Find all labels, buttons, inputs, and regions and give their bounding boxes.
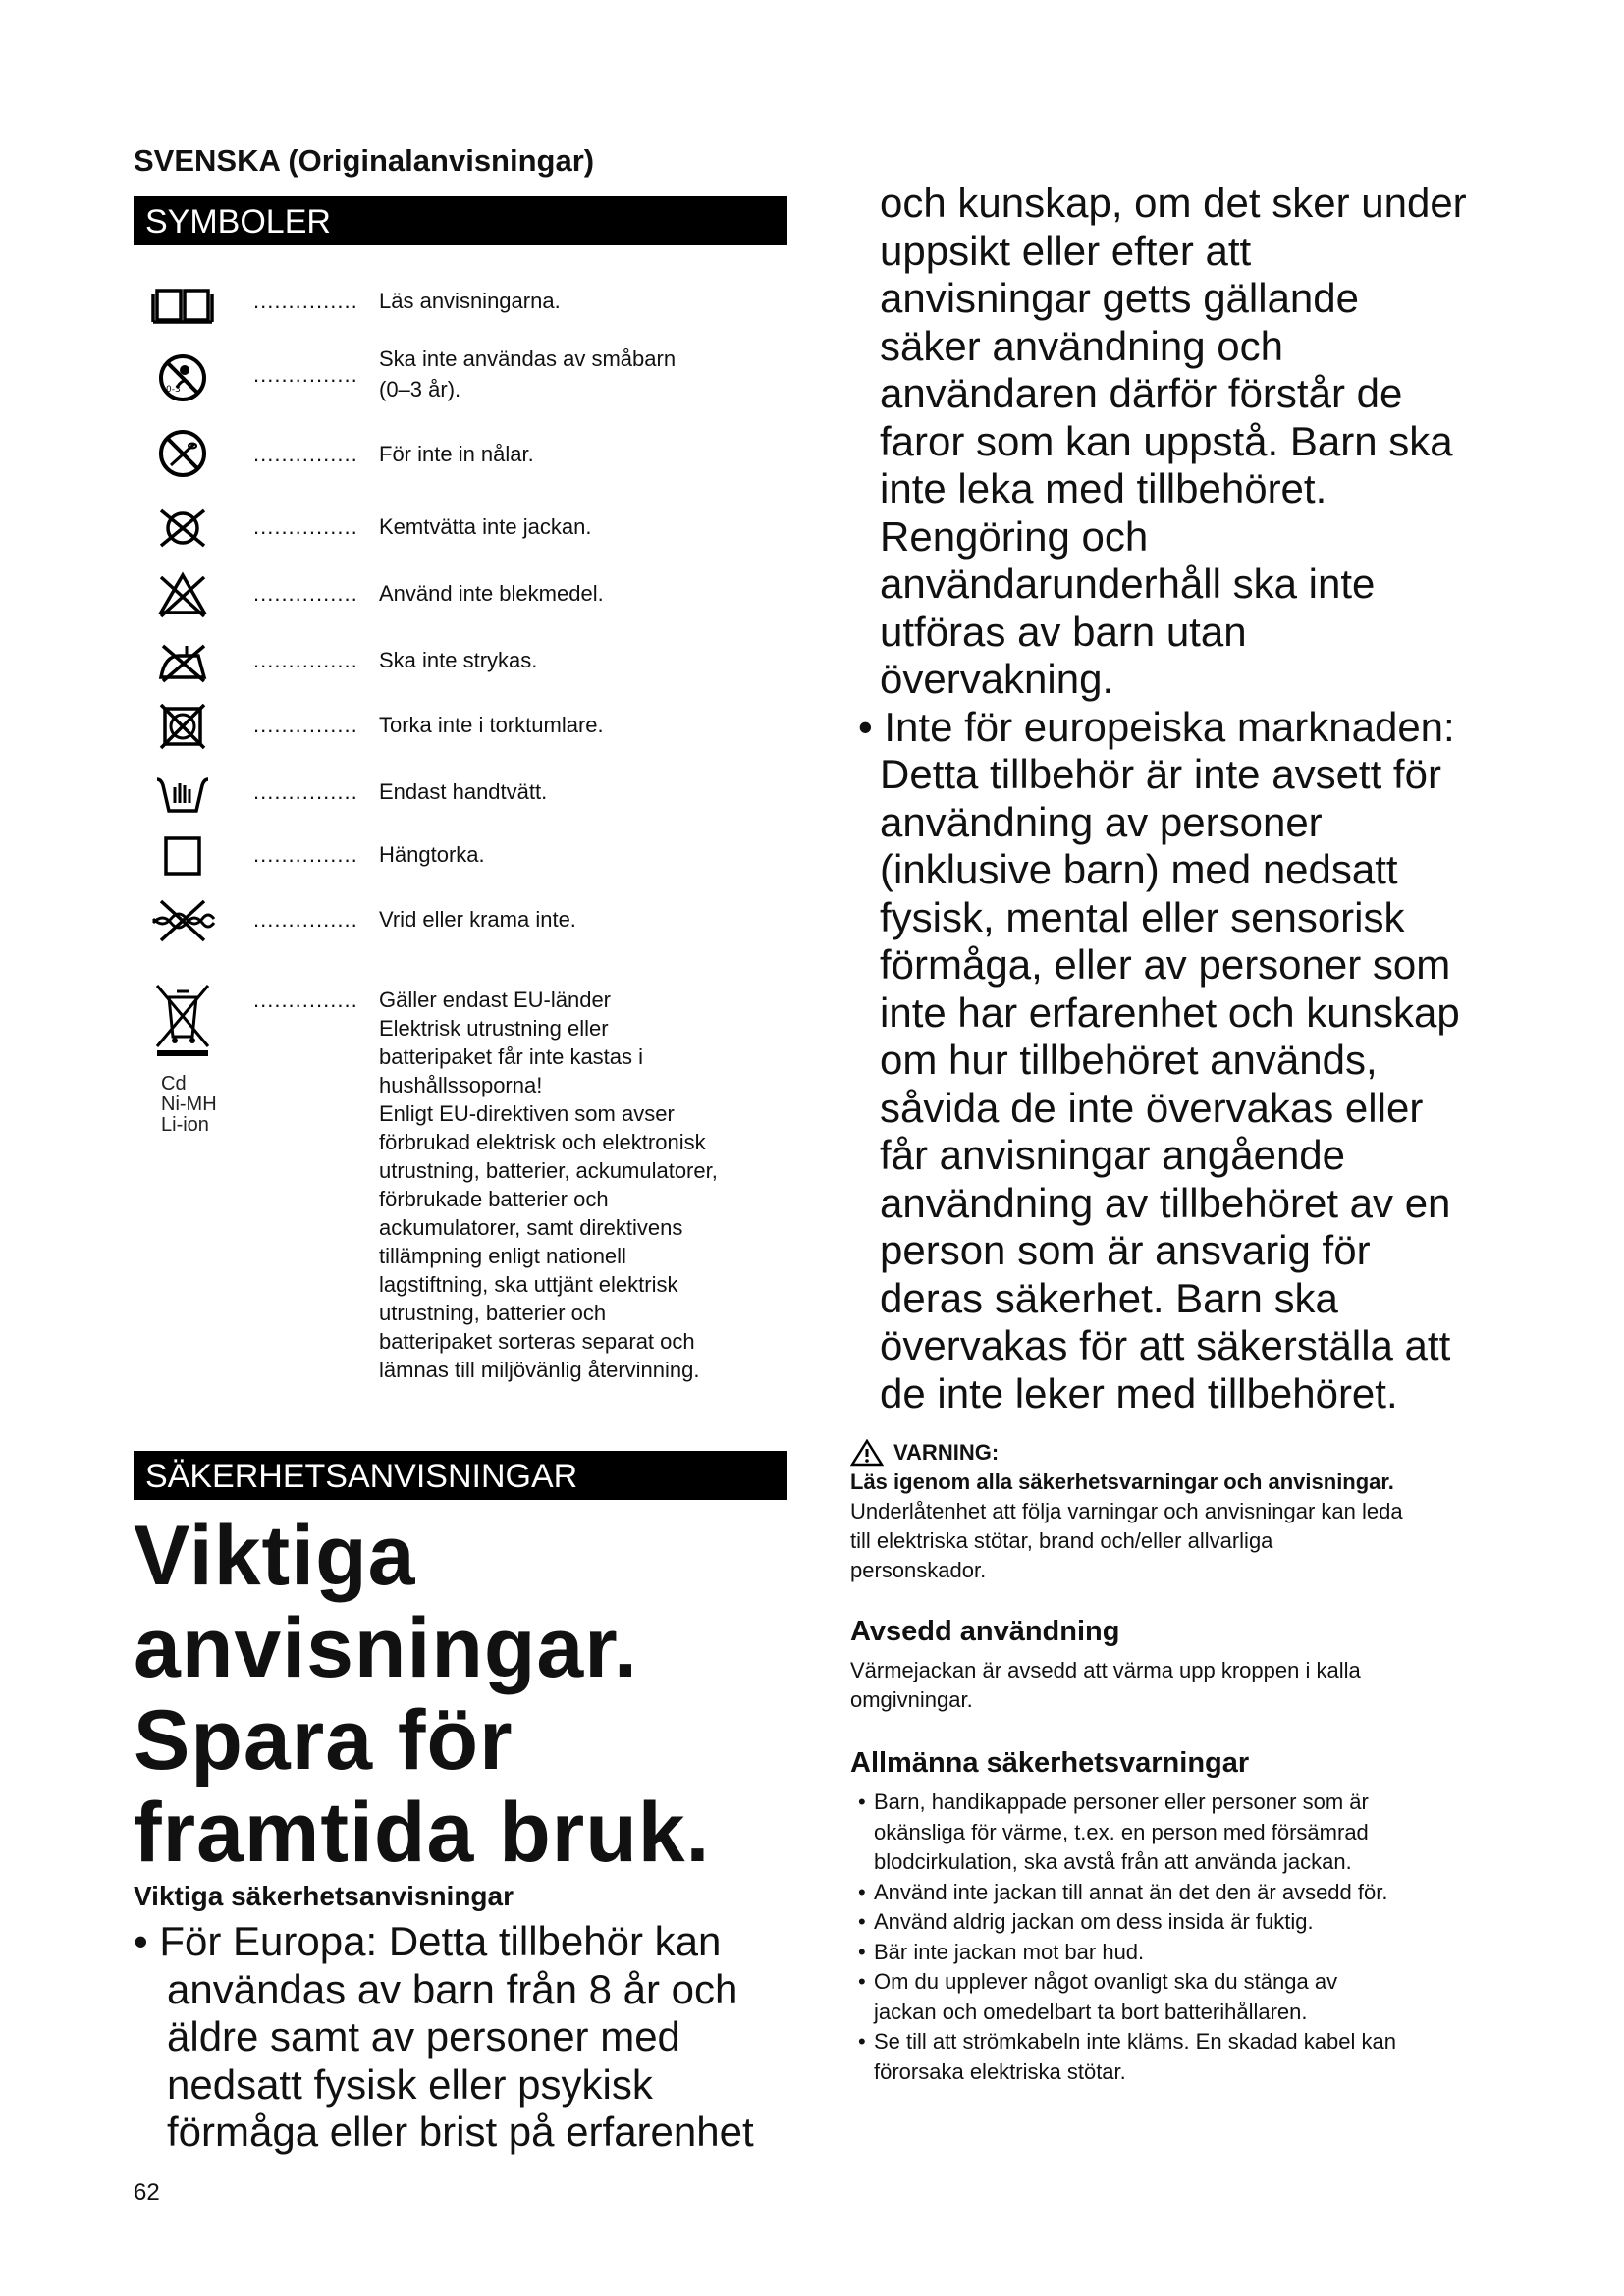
body-text-line: inte leka med tillbehöret.	[880, 465, 1327, 511]
bullet-text-line: nedsatt fysisk eller psykisk	[167, 2060, 653, 2108]
body-text-line: • Inte för europeiska marknaden:	[858, 703, 1455, 750]
weee-text-line: utrustning, batterier, ackumulatorer,	[379, 1158, 718, 1183]
body-text-line: användning av personer	[880, 798, 1323, 845]
weee-text-line: hushållssoporna!	[379, 1073, 543, 1097]
safety-bullet-europe	[134, 1918, 789, 2157]
list-item	[850, 1907, 1528, 1938]
big-heading-line: anvisningar.	[134, 1601, 638, 1695]
book-icon	[147, 277, 218, 336]
list-item-line: blodcirkulation, ska avstå från att använda jackan.	[874, 1849, 1352, 1874]
weee-text-line: Enligt EU-direktiven som avser	[379, 1101, 675, 1126]
intended-use-heading: Avsedd användning	[850, 1616, 1120, 1647]
hand-wash-icon	[147, 764, 218, 823]
leader-dots: ...............	[253, 514, 358, 539]
general-warnings-list	[850, 1788, 1528, 2087]
leader-dots: ...............	[253, 842, 358, 867]
no-dry-clean-icon	[147, 499, 218, 558]
weee-text-line: batteripaket får inte kastas i	[379, 1044, 644, 1069]
big-heading-line: Spara för	[134, 1693, 514, 1788]
body-text-line: utföras av barn utan	[880, 608, 1247, 655]
list-item	[850, 1967, 1528, 2027]
body-text-line: får anvisningar angående	[880, 1132, 1346, 1178]
battery-label: Ni-MH	[161, 1094, 217, 1115]
no-wring-icon	[147, 891, 218, 950]
list-item-line: • Bär inte jackan mot bar hud.	[874, 1939, 1145, 1964]
body-text-line: fysisk, mental eller sensorisk	[880, 893, 1405, 940]
body-text-line: och kunskap, om det sker under	[880, 180, 1467, 226]
intended-use-text-line: Värmejackan är avsedd att värma upp kroppen i kalla	[850, 1658, 1361, 1682]
symbol-text: Endast handtvätt.	[379, 779, 548, 804]
list-item	[850, 2027, 1528, 2087]
leader-dots: ...............	[253, 289, 358, 313]
weee-text-line: förbrukad elektrisk och elektronisk	[379, 1130, 706, 1154]
list-item-line: jackan och omedelbart ta bort batterihållaren.	[874, 1999, 1308, 2024]
symbol-text: För inte in nålar.	[379, 442, 534, 466]
symbol-text: Ska inte strykas.	[379, 648, 538, 672]
body-text-line: uppsikt eller efter att	[880, 227, 1252, 274]
list-item-line: förorsaka elektriska stötar.	[874, 2058, 1126, 2084]
warning-label: VARNING:	[893, 1440, 1000, 1465]
weee-text-line: lämnas till miljövänlig återvinning.	[379, 1358, 700, 1382]
weee-text-line: utrustning, batterier och	[379, 1301, 607, 1325]
body-text-line: Detta tillbehör är inte avsett för	[880, 751, 1441, 797]
language-title: SVENSKA (Originalanvisningar)	[134, 143, 595, 178]
body-text-line: övervakning.	[880, 656, 1114, 702]
body-text-line: om hur tillbehöret används,	[880, 1037, 1378, 1083]
general-warnings-section	[850, 1747, 1528, 2087]
hang-dry-icon	[147, 827, 218, 885]
body-text-line: inte har erfarenhet och kunskap	[880, 988, 1460, 1036]
big-heading-line: framtida bruk.	[134, 1786, 711, 1880]
body-text-line: (inklusive barn) med nedsatt	[880, 846, 1398, 892]
body-text-line: person som är ansvarig för	[880, 1227, 1371, 1273]
general-warnings-heading: Allmänna säkerhetsvarningar	[850, 1747, 1250, 1779]
page-number: 62	[134, 2179, 160, 2206]
list-item-line: • Använd aldrig jackan om dess insida är fuktig.	[874, 1909, 1314, 1934]
big-heading-line: Viktiga	[134, 1509, 416, 1603]
no-small-children-icon	[147, 348, 218, 407]
list-item	[850, 1938, 1528, 1968]
warning-block	[850, 1438, 1518, 1585]
symbol-text: Kemtvätta inte jackan.	[379, 514, 592, 539]
list-item-line: • Om du upplever något ovanligt ska du stänga av	[874, 1969, 1338, 1994]
battery-label: Li-ion	[161, 1114, 209, 1136]
symbol-text: Läs anvisningarna.	[379, 289, 561, 313]
symbol-text: Torka inte i torktumlare.	[379, 713, 604, 737]
intended-use-text-line: omgivningar.	[850, 1687, 973, 1712]
leader-dots: ...............	[253, 713, 358, 737]
leader-dots: ...............	[253, 779, 358, 804]
bullet-text-line: användas av barn från 8 år och	[167, 1965, 738, 2012]
symbol-text-line: Ska inte användas av småbarn	[379, 347, 677, 371]
body-text-line: säker användning och	[880, 322, 1283, 369]
weee-text-line: lagstiftning, ska uttjänt elektrisk	[379, 1272, 678, 1297]
no-needles-icon	[147, 424, 218, 483]
body-text-line: såvida de inte övervakas eller	[880, 1084, 1424, 1131]
body-text-line: förmåga, eller av personer som	[880, 941, 1451, 988]
body-text-line: anvisningar getts gällande	[880, 275, 1360, 321]
weee-text-line: förbrukade batterier och	[379, 1187, 609, 1211]
list-item-line: • Barn, handikappade personer eller personer som är	[874, 1789, 1369, 1814]
safety-section-bar: SÄKERHETSANVISNINGAR	[134, 1451, 787, 1500]
body-text-line: användaren därför förstår de	[880, 370, 1403, 416]
body-text-line: deras säkerhet. Barn ska	[880, 1274, 1338, 1321]
weee-text-line: batteripaket sorteras separat och	[379, 1329, 695, 1354]
warning-triangle-icon	[850, 1439, 884, 1467]
leader-dots: ...............	[253, 907, 358, 932]
leader-dots: ...............	[253, 581, 358, 606]
bullet-text-line: • För Europa: Detta tillbehör kan	[134, 1918, 722, 1964]
battery-label: Cd	[161, 1073, 187, 1095]
body-text-line: de inte leker med tillbehöret.	[880, 1369, 1398, 1416]
no-iron-icon	[147, 632, 218, 691]
symbols-section-bar: SYMBOLER	[134, 196, 787, 245]
weee-text-line: tillämpning enligt nationell	[379, 1244, 626, 1268]
battery-chemistry-labels	[161, 1074, 217, 1136]
safety-continued-text	[858, 180, 1536, 1417]
svg-text:0-3: 0-3	[166, 385, 181, 395]
leader-dots: ...............	[253, 988, 358, 1012]
body-text-line: faror som kan uppstå. Barn ska	[880, 417, 1453, 464]
symbol-text: Vrid eller krama inte.	[379, 907, 576, 932]
list-item	[850, 1788, 1528, 1878]
big-heading	[134, 1510, 782, 1879]
leader-dots: ...............	[253, 362, 358, 387]
warning-text-line: personskador.	[850, 1558, 987, 1582]
list-item-line: • Se till att strömkabeln inte kläms. En skadad kabel kan	[874, 2029, 1396, 2054]
no-bleach-icon	[147, 565, 218, 624]
list-item-line: • Använd inte jackan till annat än det den är avsedd för.	[874, 1879, 1388, 1904]
warning-text-line: Underlåtenhet att följa varningar och anvisningar kan leda	[850, 1499, 1403, 1523]
no-tumble-dry-icon	[147, 697, 218, 756]
intended-use-section	[850, 1616, 1518, 1715]
body-text-line: användning av tillbehöret av en	[880, 1179, 1451, 1226]
bullet-text-line: äldre samt av personer med	[167, 2013, 680, 2059]
weee-text-line: Elektrisk utrustning eller	[379, 1016, 609, 1041]
symbol-text-line: (0–3 år).	[379, 377, 461, 401]
sub-heading: Viktiga säkerhetsanvisningar	[134, 1881, 514, 1911]
warning-header	[850, 1438, 1518, 1468]
list-item-line: okänsliga för värme, t.ex. en person med försämrad	[874, 1819, 1369, 1844]
symbol-row-weee	[147, 986, 795, 1398]
warning-text-line: till elektriska stötar, brand och/eller allvarliga	[850, 1528, 1273, 1553]
weee-text-line: ackumulatorer, samt direktivens	[379, 1215, 683, 1240]
leader-dots: ...............	[253, 442, 358, 466]
list-item	[850, 1878, 1528, 1908]
weee-bin-icon	[147, 978, 218, 1056]
body-text-line: användarunderhåll ska inte	[880, 561, 1376, 607]
weee-text-line: Gäller endast EU-länder	[379, 988, 612, 1012]
bullet-text-line: förmåga eller brist på erfarenhet	[167, 2109, 754, 2155]
symbol-text: Hängtorka.	[379, 842, 485, 867]
symbol-text: Använd inte blekmedel.	[379, 581, 604, 606]
weee-text	[379, 986, 718, 1384]
warning-bold-line: Läs igenom alla säkerhetsvarningar och anvisningar.	[850, 1469, 1394, 1494]
body-text-line: övervakas för att säkerställa att	[880, 1322, 1451, 1368]
leader-dots: ...............	[253, 648, 358, 672]
body-text-line: Rengöring och	[880, 512, 1149, 560]
